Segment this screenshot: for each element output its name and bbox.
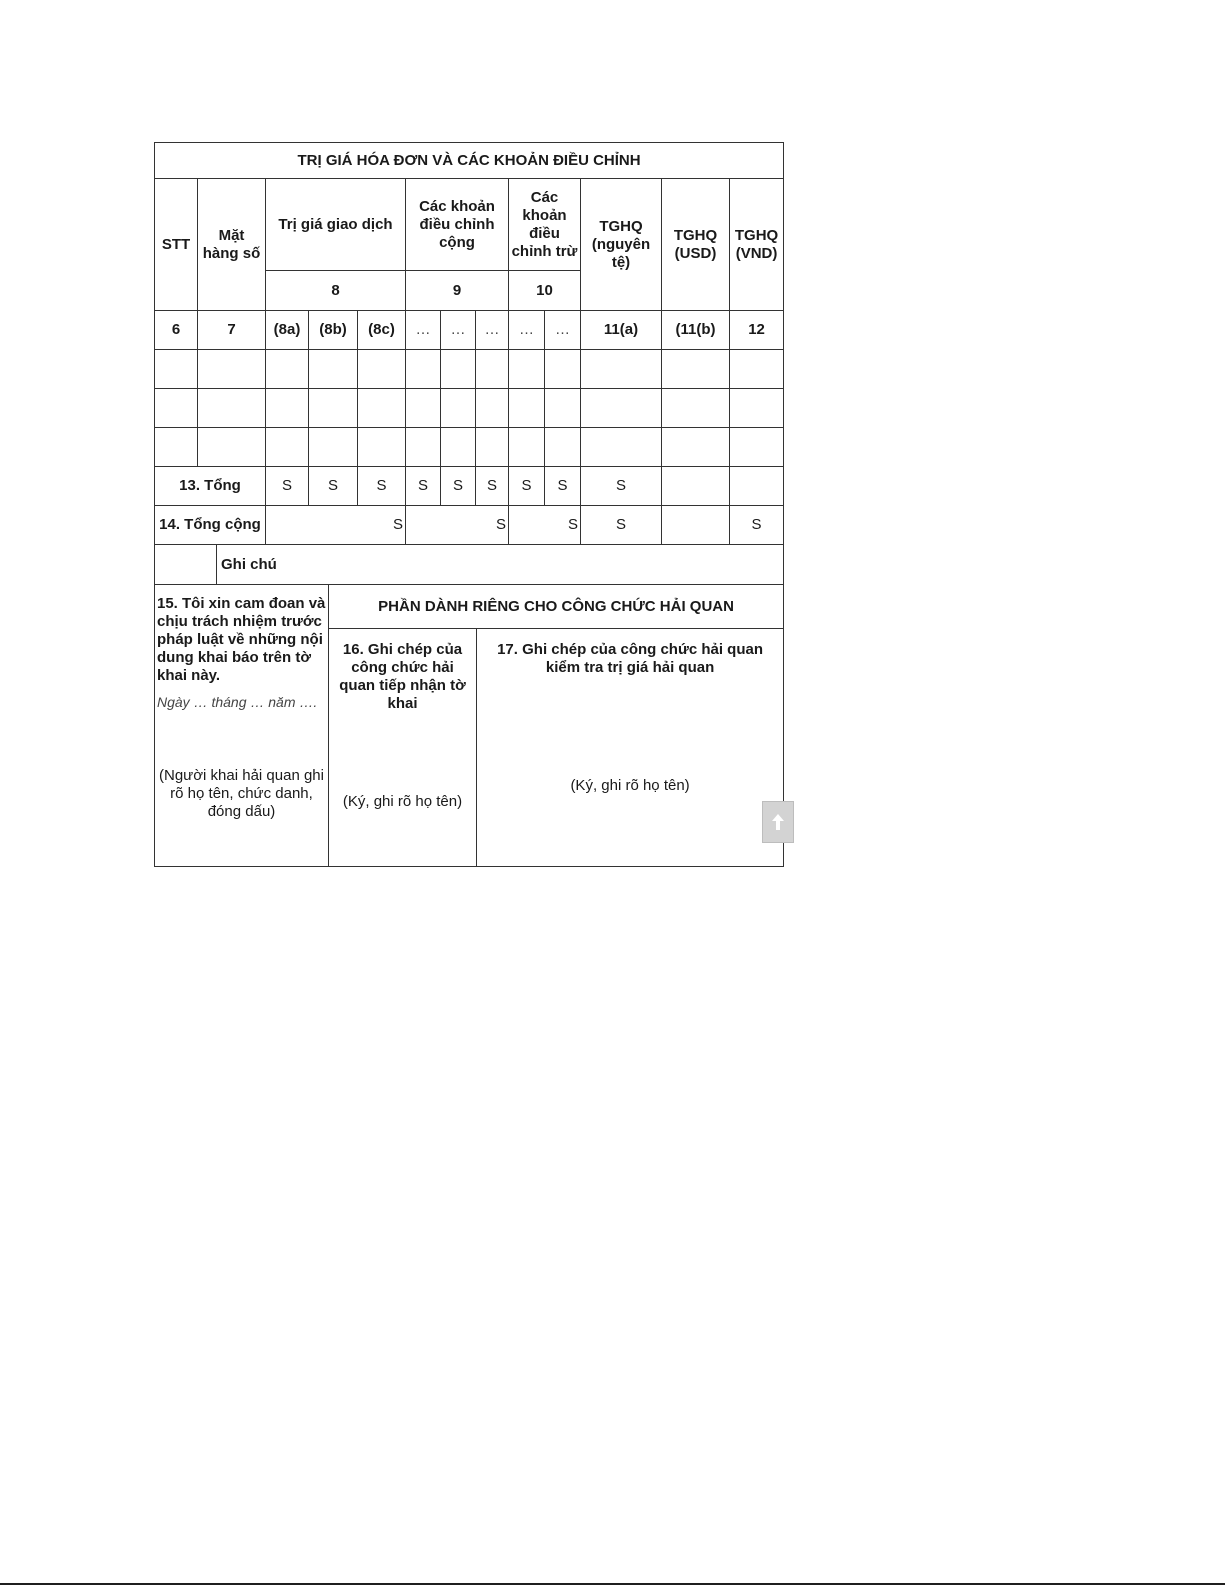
header-tghq-usd: TGHQ (USD) xyxy=(662,179,730,311)
col-number-11a: 11(a) xyxy=(581,311,662,350)
total-value-9c: S xyxy=(476,467,509,506)
empty-cell xyxy=(730,350,784,389)
empty-cell xyxy=(730,389,784,428)
signature-row xyxy=(155,585,784,867)
col-number-9a: … xyxy=(406,311,441,350)
col-number-9b: … xyxy=(441,311,476,350)
empty-cell xyxy=(155,350,198,389)
empty-cell xyxy=(155,389,198,428)
total-value-10b: S xyxy=(545,467,581,506)
empty-cell xyxy=(309,350,358,389)
declaration-text: 15. Tôi xin cam đoan và chịu trách nhiệm trước pháp luật về những nội dung khai báo trên tờ khai này. xyxy=(157,595,326,684)
empty-cell xyxy=(581,389,662,428)
empty-cell xyxy=(662,350,730,389)
total-value-10a: S xyxy=(509,467,545,506)
empty-cell xyxy=(545,389,581,428)
section-title: TRỊ GIÁ HÓA ĐƠN VÀ CÁC KHOẢN ĐIỀU CHỈNH xyxy=(155,143,784,179)
empty-cell xyxy=(266,428,309,467)
signature-area xyxy=(155,585,784,867)
header-tghq-nguyen-te: TGHQ (nguyên tệ) xyxy=(581,179,662,311)
declaration-block xyxy=(155,585,329,866)
empty-cell xyxy=(662,506,730,545)
empty-cell xyxy=(730,428,784,467)
grand-total-row xyxy=(155,506,784,545)
invoice-value-table xyxy=(154,142,784,867)
total-value-9a: S xyxy=(406,467,441,506)
col-number-10b: … xyxy=(545,311,581,350)
empty-cell xyxy=(441,389,476,428)
header-mat-hang-so: Mặt hàng số xyxy=(198,179,266,311)
group-number-8: 8 xyxy=(266,271,406,311)
grand-total-value-9: S xyxy=(406,506,509,545)
empty-cell xyxy=(476,350,509,389)
total-value-11a: S xyxy=(581,467,662,506)
customs-section-title: PHẦN DÀNH RIÊNG CHO CÔNG CHỨC HẢI QUAN xyxy=(329,585,783,629)
grand-total-label: 14. Tổng cộng xyxy=(155,506,266,545)
total-value-8b: S xyxy=(309,467,358,506)
col-number-11b: (11(b) xyxy=(662,311,730,350)
empty-cell xyxy=(662,389,730,428)
empty-cell xyxy=(476,389,509,428)
grand-total-value-12: S xyxy=(730,506,784,545)
grand-total-value-11a: S xyxy=(581,506,662,545)
declaration-sign-note: (Người khai hải quan ghi rõ họ tên, chức danh, đóng dấu) xyxy=(159,767,324,820)
col-number-8b: (8b) xyxy=(309,311,358,350)
empty-cell xyxy=(266,350,309,389)
checker-title: 17. Ghi chép của công chức hải quan kiểm tra trị giá hải quan xyxy=(497,641,764,676)
total-value-8a: S xyxy=(266,467,309,506)
empty-cell xyxy=(441,428,476,467)
col-number-8c: (8c) xyxy=(358,311,406,350)
empty-cell xyxy=(662,428,730,467)
empty-cell xyxy=(406,428,441,467)
empty-cell xyxy=(358,350,406,389)
header-tghq-vnd: TGHQ (VND) xyxy=(730,179,784,311)
empty-cell xyxy=(662,467,730,506)
empty-cell xyxy=(358,389,406,428)
empty-cell xyxy=(545,428,581,467)
empty-cell xyxy=(441,350,476,389)
total-value-9b: S xyxy=(441,467,476,506)
total-label: 13. Tổng xyxy=(155,467,266,506)
empty-cell xyxy=(198,389,266,428)
empty-cell xyxy=(155,428,198,467)
notes-label: Ghi chú xyxy=(221,555,277,573)
arrow-up-icon xyxy=(770,812,786,832)
empty-cell xyxy=(358,428,406,467)
table-row xyxy=(155,389,784,428)
group-number-10: 10 xyxy=(509,271,581,311)
header-stt: STT xyxy=(155,179,198,311)
empty-cell xyxy=(476,428,509,467)
group-number-9: 9 xyxy=(406,271,509,311)
declaration-date: Ngày … tháng … năm …. xyxy=(157,694,318,710)
grand-total-value-8: S xyxy=(266,506,406,545)
receiver-block xyxy=(329,629,477,866)
receiver-title: 16. Ghi chép của công chức hải quan tiếp nhận tờ khai xyxy=(339,641,466,712)
table-row xyxy=(155,350,784,389)
col-number-8a: (8a) xyxy=(266,311,309,350)
header-tri-gia-giao-dich: Trị giá giao dịch xyxy=(266,179,406,271)
empty-cell xyxy=(266,389,309,428)
col-number-10a: … xyxy=(509,311,545,350)
receiver-sign-note: (Ký, ghi rõ họ tên) xyxy=(342,793,463,810)
empty-cell xyxy=(509,389,545,428)
scroll-to-top-button[interactable] xyxy=(762,801,794,843)
empty-cell xyxy=(406,350,441,389)
table-row xyxy=(155,428,784,467)
notes-blank xyxy=(155,545,217,584)
empty-cell xyxy=(509,350,545,389)
empty-cell xyxy=(406,389,441,428)
notes-cell xyxy=(155,545,784,585)
header-dieu-chinh-cong: Các khoản điều chỉnh cộng xyxy=(406,179,509,271)
checker-sign-note: (Ký, ghi rõ họ tên) xyxy=(570,777,690,794)
empty-cell xyxy=(309,389,358,428)
col-number-9c: … xyxy=(476,311,509,350)
col-number-7: 7 xyxy=(198,311,266,350)
empty-cell xyxy=(545,350,581,389)
checker-block xyxy=(477,629,783,866)
empty-cell xyxy=(309,428,358,467)
notes-row xyxy=(155,545,784,585)
col-number-6: 6 xyxy=(155,311,198,350)
empty-cell xyxy=(198,428,266,467)
empty-cell xyxy=(509,428,545,467)
customs-section xyxy=(329,585,783,866)
empty-cell xyxy=(198,350,266,389)
empty-cell xyxy=(730,467,784,506)
col-number-12: 12 xyxy=(730,311,784,350)
total-value-8c: S xyxy=(358,467,406,506)
grand-total-value-10: S xyxy=(509,506,581,545)
empty-cell xyxy=(581,350,662,389)
total-row xyxy=(155,467,784,506)
header-dieu-chinh-tru: Các khoản điều chỉnh trừ xyxy=(509,179,581,271)
empty-cell xyxy=(581,428,662,467)
